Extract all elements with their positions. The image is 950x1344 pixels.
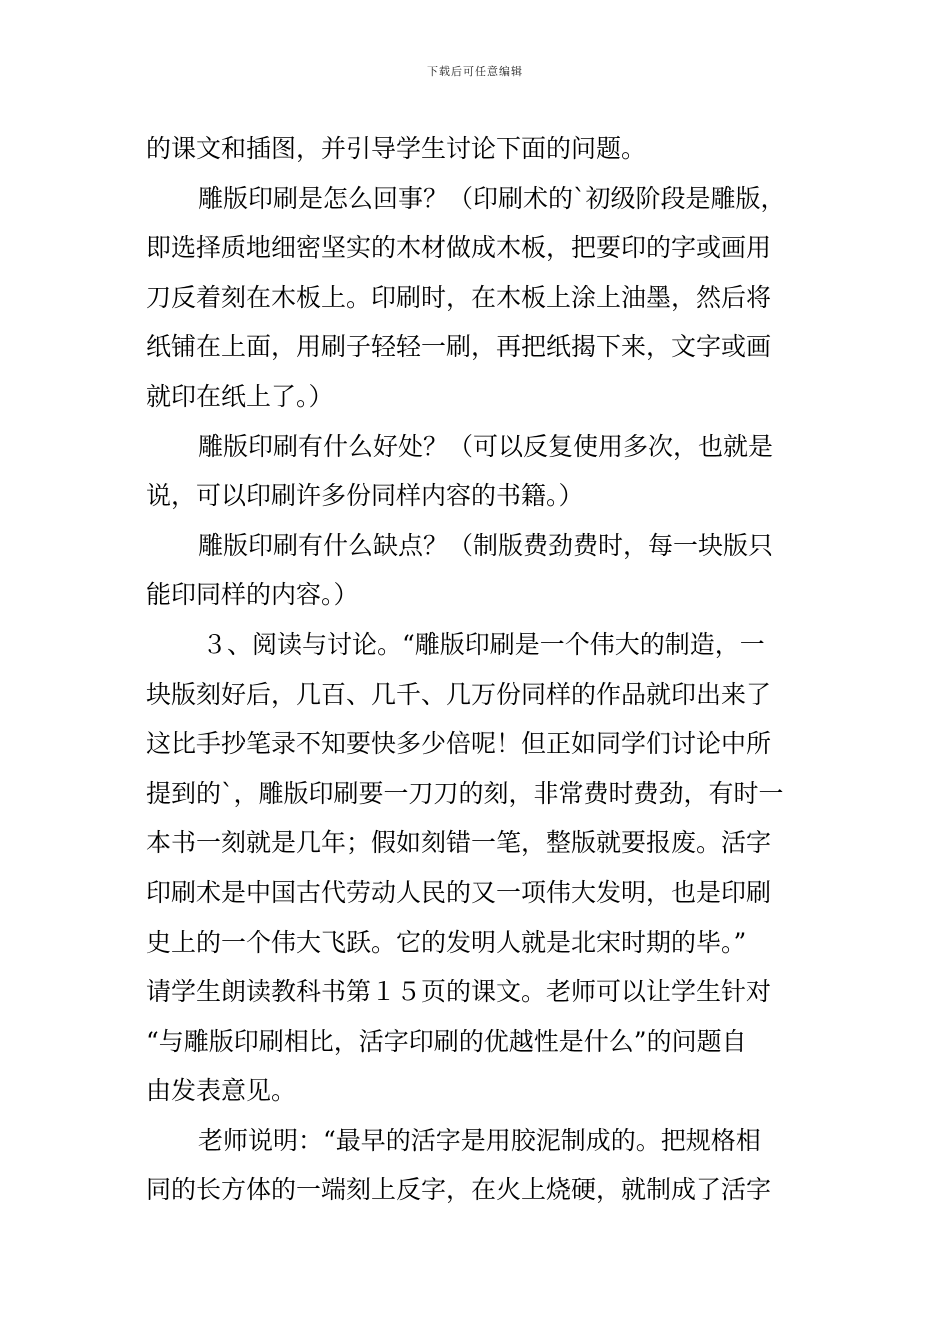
text-line: 这比手抄笔录不知要快多少倍呢！但正如同学们讨论中所: [146, 729, 772, 759]
text-line: 就印在纸上了。）: [146, 381, 334, 411]
text-line: 提到的`，雕版印刷要一刀刀的刻，非常费时费劲，有时一: [146, 778, 784, 808]
text-line: 请学生朗读教科书第１５页的课文。老师可以让学生针对: [146, 977, 772, 1007]
text-line: 雕版印刷有什么好处？（可以反复使用多次，也就是: [198, 431, 774, 461]
text-line: 雕版印刷有什么缺点？（制版费劲费时，每一块版只: [198, 530, 774, 560]
text-line: “与雕版印刷相比，活字印刷的优越性是什么”的问题自: [146, 1026, 747, 1056]
page-header: 下载后可任意编辑: [427, 65, 523, 78]
text-line: 印刷术是中国古代劳动人民的又一项伟大发明，也是印刷: [146, 877, 772, 907]
text-line: 刀反着刻在木板上。印刷时，在木板上涂上油墨，然后将: [146, 282, 772, 312]
text-line: 说，可以印刷许多份同样内容的书籍。）: [146, 481, 584, 511]
document-body: [146, 124, 808, 1215]
text-line: 雕版印刷是怎么回事？（印刷术的`初级阶段是雕版，: [198, 183, 786, 213]
text-line: 即选择质地细密坚实的木材做成木板，把要印的字或画用: [146, 233, 772, 263]
text-line: 本书一刻就是几年；假如刻错一笔，整版就要报废。活字: [146, 828, 772, 858]
text-line: 同的长方体的一端刻上反字，在火上烧硬，就制成了活字: [146, 1175, 772, 1205]
text-line: 纸铺在上面，用刷子轻轻一刷，再把纸揭下来，文字或画: [146, 332, 772, 362]
text-line: 能印同样的内容。）: [146, 580, 359, 610]
text-line: 史上的一个伟大飞跃。它的发明人就是北宋时期的毕。”: [146, 927, 747, 957]
text-line: 块版刻好后，几百、几千、几万份同样的作品就印出来了: [146, 679, 772, 709]
text-line: 老师说明：“最早的活字是用胶泥制成的。把规格相: [198, 1125, 761, 1155]
text-line: ３、阅读与讨论。“雕版印刷是一个伟大的制造，一: [202, 629, 765, 659]
text-line: 由发表意见。: [146, 1076, 297, 1106]
text-line: 的课文和插图，并引导学生讨论下面的问题。: [146, 134, 647, 163]
